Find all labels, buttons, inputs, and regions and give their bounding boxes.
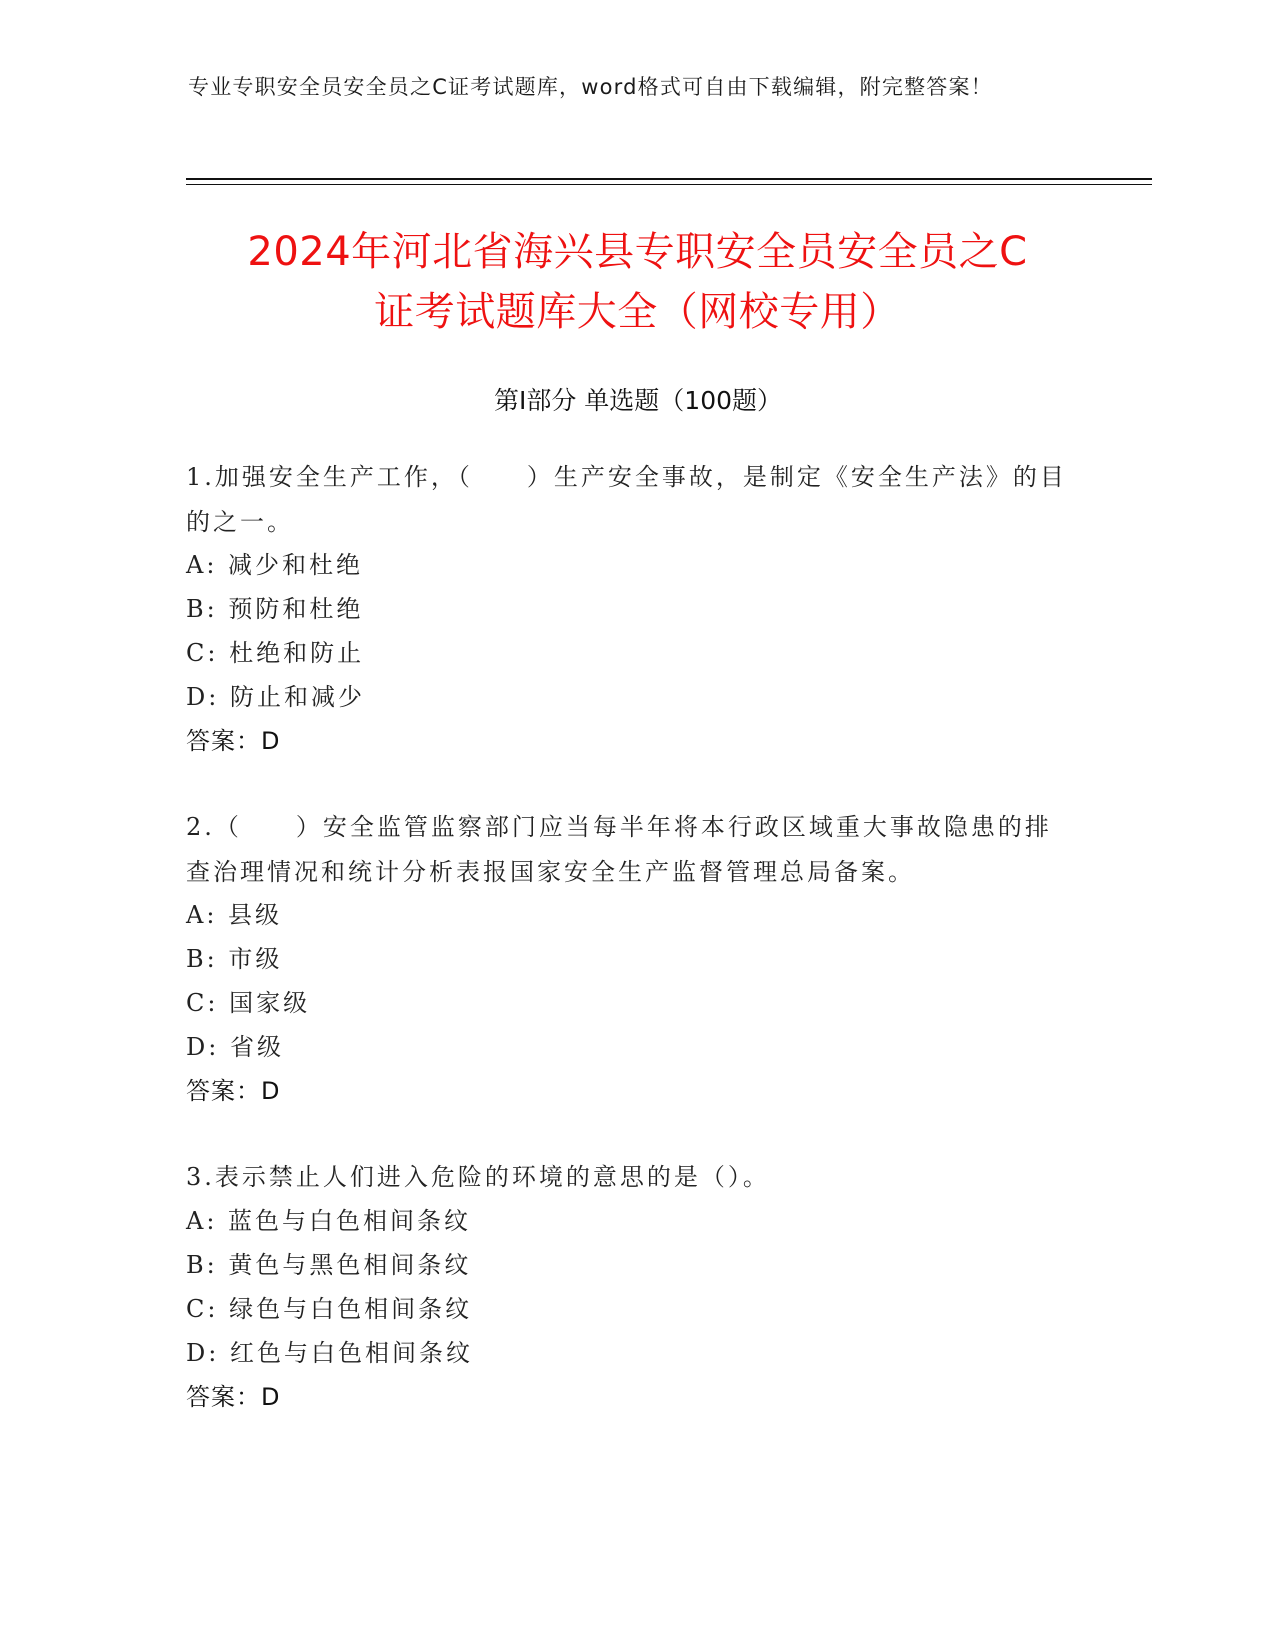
title-line-1: 2024年河北省海兴县专职安全员安全员之C [247,229,1028,275]
section-title: 第Ⅰ部分 单选题（100题） [493,386,783,415]
question-3-answer: 答案：D [186,1383,281,1411]
question-2-answer: 答案：D [186,1077,281,1105]
question-1-text: 1.加强安全生产工作，（ ）生产安全事故，是制定《安全生产法》的目的之一。 [186,463,1067,536]
question-3-text: 3.表示禁止人们进入危险的环境的意思的是（）。 [186,1163,770,1191]
question-2-text: 2.（ ）安全监管监察部门应当每半年将本行政区域重大事故隐患的排查治理情况和统计分析表报国家安全生产监督管理总局备案。 [186,813,1052,886]
question-1-answer: 答案：D [186,727,281,755]
header-rule-thin [186,184,1152,185]
question-3-option-c: C: 绿色与白色相间条纹 [186,1295,473,1323]
header-rule-thick [186,178,1152,180]
title-line-2: 证考试题库大全（网校专用） [374,289,901,335]
question-1-option-b: B: 预防和杜绝 [186,595,364,623]
question-2-option-d: D: 省级 [186,1033,284,1061]
question-3-option-b: B: 黄色与黑色相间条纹 [186,1251,472,1279]
question-2-option-a: A: 县级 [186,901,283,929]
question-2-option-c: C: 国家级 [186,989,311,1017]
question-3-option-d: D: 红色与白色相间条纹 [186,1339,473,1367]
document-title [170,222,1105,342]
question-1-option-d: D: 防止和减少 [186,683,365,711]
question-1-option-a: A: 减少和杜绝 [186,551,364,579]
question-2-option-b: B: 市级 [186,945,283,973]
question-3-option-a: A: 蓝色与白色相间条纹 [186,1207,472,1235]
header-note: 专业专职安全员安全员之C证考试题库，word格式可自由下载编辑，附完整答案！ [188,75,993,99]
question-1-option-c: C: 杜绝和防止 [186,639,365,667]
